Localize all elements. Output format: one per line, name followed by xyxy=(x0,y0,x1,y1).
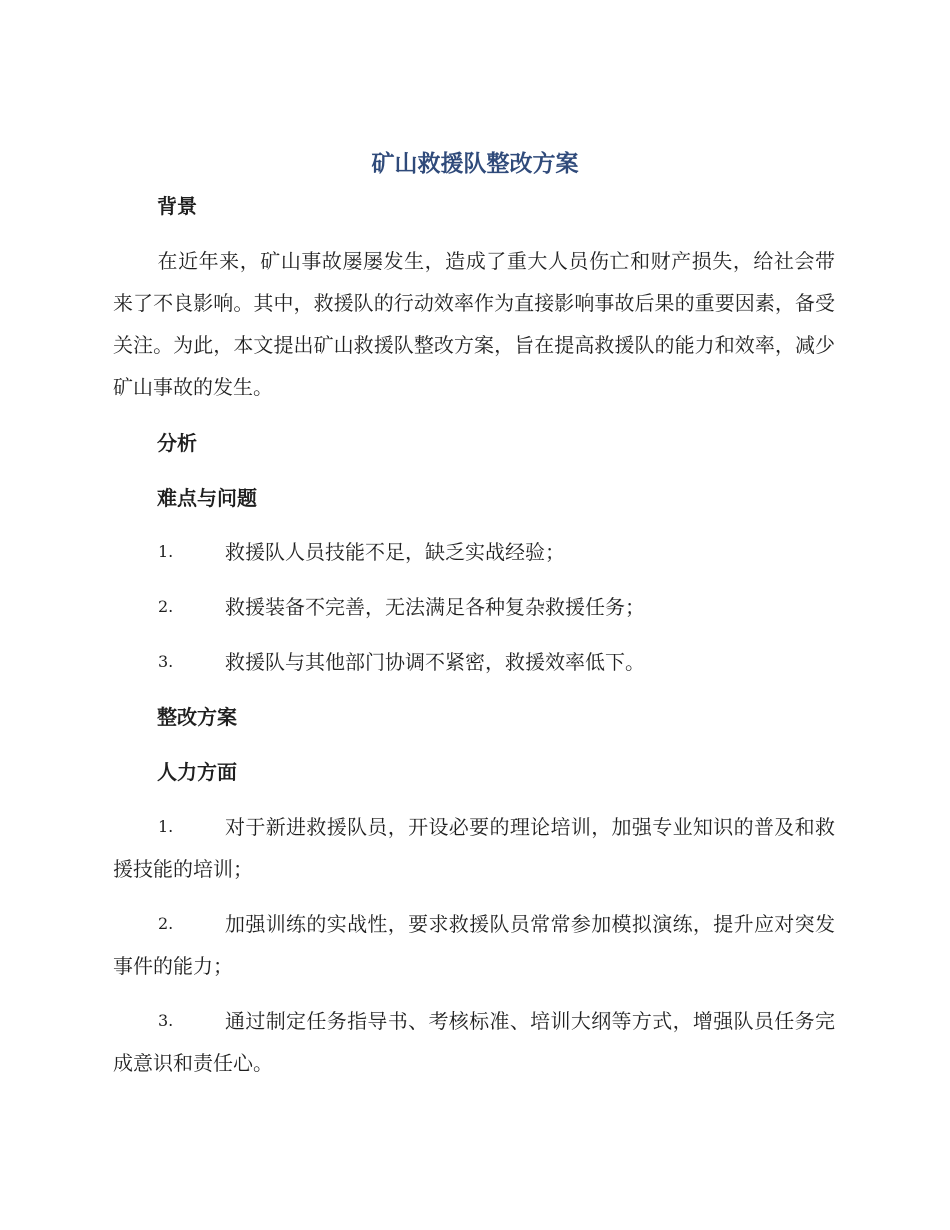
list-item-text: 救援队人员技能不足，缺乏实战经验； xyxy=(225,540,565,564)
problem-item-3 xyxy=(113,641,835,683)
background-paragraph xyxy=(113,240,835,408)
problem-item-1 xyxy=(113,531,835,573)
list-number: 3. xyxy=(158,652,174,671)
list-item-text: 通过制定任务指导书、考核标准、培训大纲等方式，增强队员任务完成意识和责任心。 xyxy=(113,1009,835,1075)
heading-hr: 人力方面 xyxy=(157,760,237,784)
problem-item-2 xyxy=(113,586,835,628)
list-number: 1. xyxy=(158,817,174,836)
hr-item-1 xyxy=(113,806,835,890)
list-item-text: 对于新进救援队员，开设必要的理论培训，加强专业知识的普及和救援技能的培训； xyxy=(113,815,835,881)
heading-problems: 难点与问题 xyxy=(157,486,257,510)
list-number: 1. xyxy=(158,542,174,561)
heading-analysis: 分析 xyxy=(157,431,197,455)
hr-item-2 xyxy=(113,903,835,987)
list-number: 2. xyxy=(158,914,174,933)
heading-background: 背景 xyxy=(157,194,197,218)
list-number: 2. xyxy=(158,597,174,616)
document-title: 矿山救援队整改方案 xyxy=(371,151,579,177)
list-number: 3. xyxy=(158,1011,174,1030)
heading-plan: 整改方案 xyxy=(157,705,237,729)
list-item-text: 救援装备不完善，无法满足各种复杂救援任务； xyxy=(225,595,645,619)
background-text: 在近年来，矿山事故屡屡发生，造成了重大人员伤亡和财产损失，给社会带来了不良影响。其中，救援队的行动效率作为直接影响事故后果的重要因素，备受关注。为此，本文提出矿山救援队整改方案，旨在提高救援队的能力和效率，减少矿山事故的发生。 xyxy=(113,249,835,399)
list-item-text: 加强训练的实战性，要求救援队员常常参加模拟演练，提升应对突发事件的能力； xyxy=(113,912,835,978)
hr-item-3 xyxy=(113,1000,835,1084)
list-item-text: 救援队与其他部门协调不紧密，救援效率低下。 xyxy=(225,650,645,674)
